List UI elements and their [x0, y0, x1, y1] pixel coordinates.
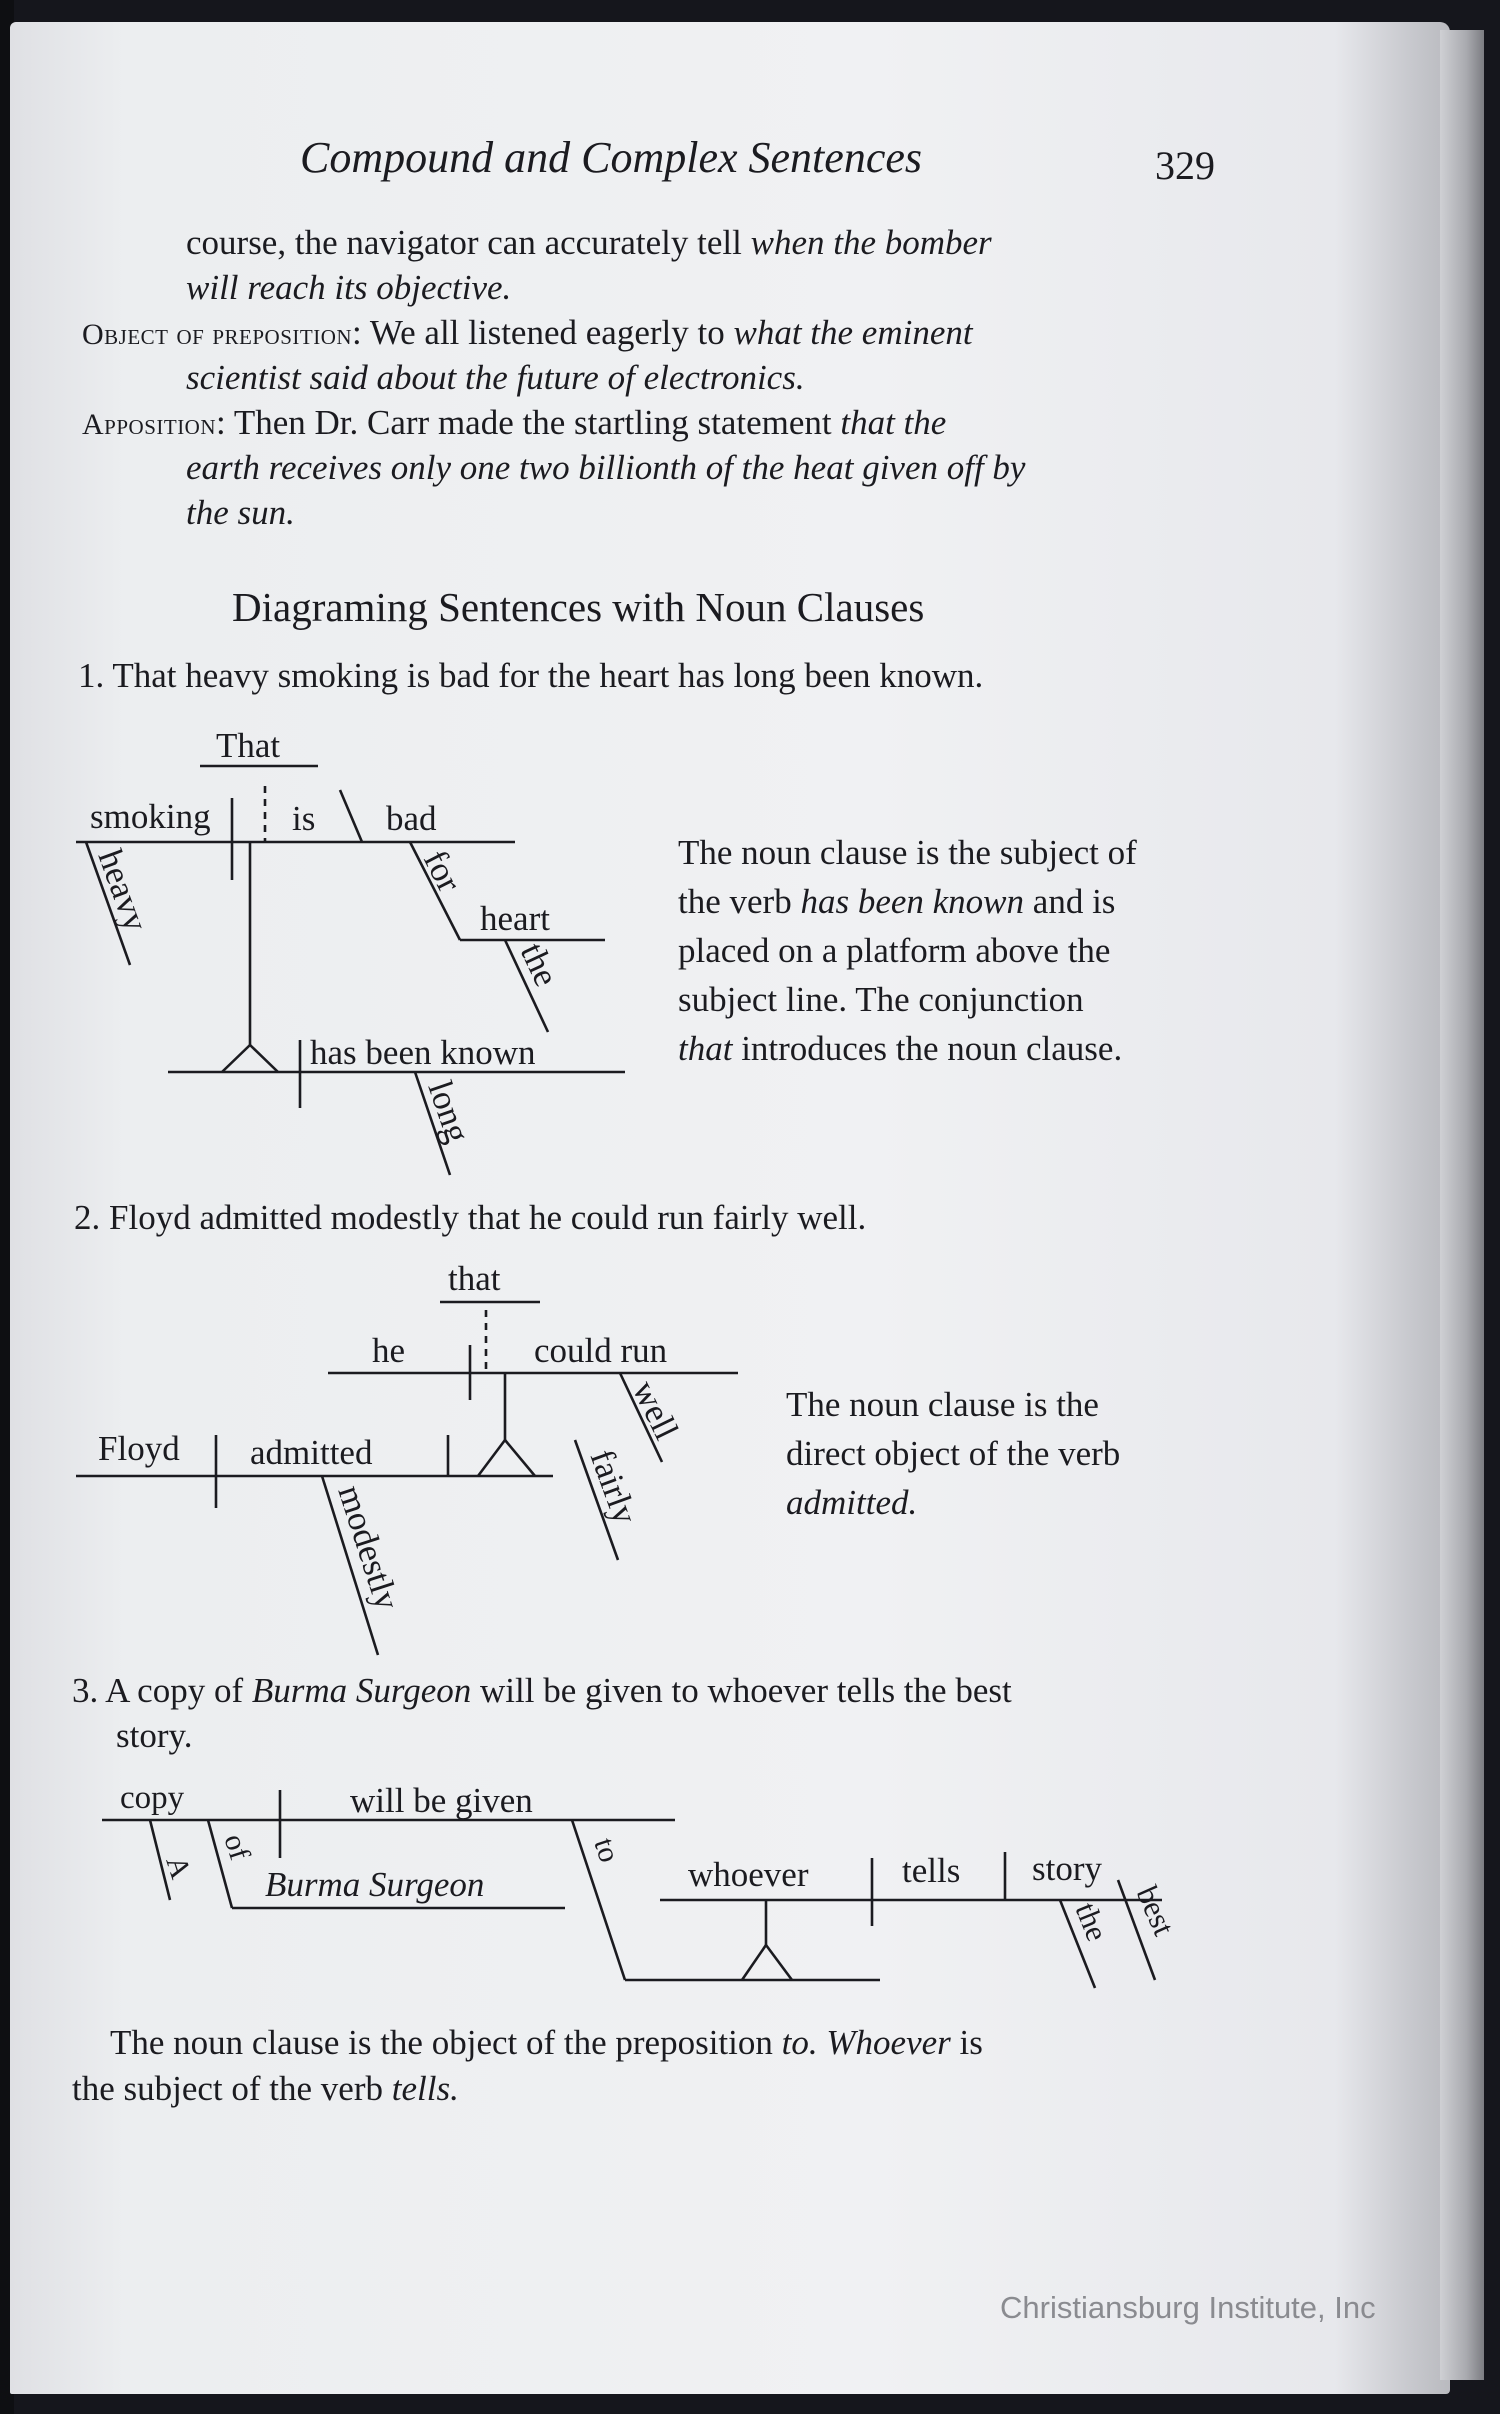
explanation-line: direct object of the verb [786, 1434, 1121, 1473]
intro-line-2: will reach its objective. [186, 268, 512, 307]
word-whoever: whoever [688, 1855, 809, 1894]
apposition-text: : Then Dr. Carr made the startling statement [216, 403, 841, 442]
explanation-line: subject line. The conjunction [678, 980, 1084, 1019]
word-copy: copy [120, 1780, 185, 1816]
word-bad: bad [386, 799, 437, 838]
section-heading: Diagraming Sentences with Noun Clauses [232, 584, 925, 630]
example-1-number: 1. [78, 656, 105, 695]
example-2-number: 2. [74, 1198, 101, 1237]
word-that: that [448, 1259, 501, 1298]
word-heavy: heavy [90, 844, 156, 937]
word-modestly: modestly [330, 1480, 408, 1615]
word-could-run: could run [534, 1331, 668, 1370]
explanation-line: that introduces the noun clause. [678, 1029, 1123, 1068]
object-of-preposition-text: : We all listened eagerly to [352, 313, 734, 352]
explanation-line: The noun clause is the subject of [678, 833, 1137, 872]
word-burma-surgeon: Burma Surgeon [265, 1865, 485, 1904]
word-story: story [1032, 1849, 1102, 1888]
explanation-line: the verb has been known and is [678, 882, 1116, 921]
object-of-preposition-italic: what the eminent [733, 313, 973, 352]
word-the: the [1068, 1897, 1116, 1946]
example-3-sentence-line-2: story. [116, 1716, 193, 1755]
word-tells: tells [902, 1851, 961, 1890]
example-1-text: That heavy smoking is bad for the heart has long been known. [112, 656, 984, 695]
word-to: to [587, 1833, 626, 1867]
closing-line-2: the subject of the verb tells. [72, 2069, 459, 2108]
word-long: long [420, 1075, 478, 1148]
example-3-text: A copy of [105, 1671, 252, 1710]
apposition-label: Apposition [82, 408, 217, 441]
word-the: the [512, 936, 567, 993]
word-well: well [624, 1374, 687, 1446]
page-number: 329 [1155, 143, 1215, 188]
word-has-been-known: has been known [310, 1033, 536, 1072]
word-of: of [217, 1829, 257, 1864]
word-smoking: smoking [90, 797, 211, 836]
running-head-title: Compound and Complex Sentences [300, 133, 922, 182]
word-for: for [415, 843, 470, 898]
example-3-text-2: will be given to whoever tells the best [471, 1671, 1012, 1710]
intro-italic: when the bomber [750, 223, 992, 262]
word-will-be-given: will be given [350, 1781, 533, 1820]
word-a: A [159, 1851, 198, 1883]
apposition-line-2: earth receives only one two billionth of the heat given off by [186, 448, 1026, 487]
diagram-2-words [98, 1259, 686, 1615]
closing-line-1: The noun clause is the object of the preposition to. Whoever is [110, 2023, 983, 2062]
word-admitted: admitted [250, 1433, 373, 1472]
apposition-line-3: the sun. [186, 493, 295, 532]
word-is: is [292, 799, 316, 838]
word-floyd: Floyd [98, 1429, 180, 1468]
word-fairly: fairly [582, 1444, 646, 1529]
word-that: That [216, 726, 281, 765]
word-best: best [1129, 1880, 1182, 1941]
explanation-line: placed on a platform above the [678, 931, 1111, 970]
explanation-line: admitted. [786, 1483, 918, 1522]
example-3-italic: Burma Surgeon [251, 1671, 472, 1710]
explanation-line: The noun clause is the [786, 1385, 1099, 1424]
intro-text: course, the navigator can accurately tell [186, 223, 751, 262]
diagram-3-lines [102, 1790, 1162, 1988]
example-3-number: 3. [72, 1671, 99, 1710]
watermark-text: Christiansburg Institute, Inc [1000, 2290, 1376, 2325]
diagram-1-words [90, 726, 566, 1147]
example-2-text: Floyd admitted modestly that he could run fairly well. [109, 1198, 867, 1237]
word-he: he [372, 1331, 406, 1370]
object-of-preposition-label: Object of preposition [82, 318, 353, 351]
word-heart: heart [480, 899, 550, 938]
apposition-italic: that the [840, 403, 947, 442]
object-of-preposition-line-2: scientist said about the future of electronics. [186, 358, 805, 397]
